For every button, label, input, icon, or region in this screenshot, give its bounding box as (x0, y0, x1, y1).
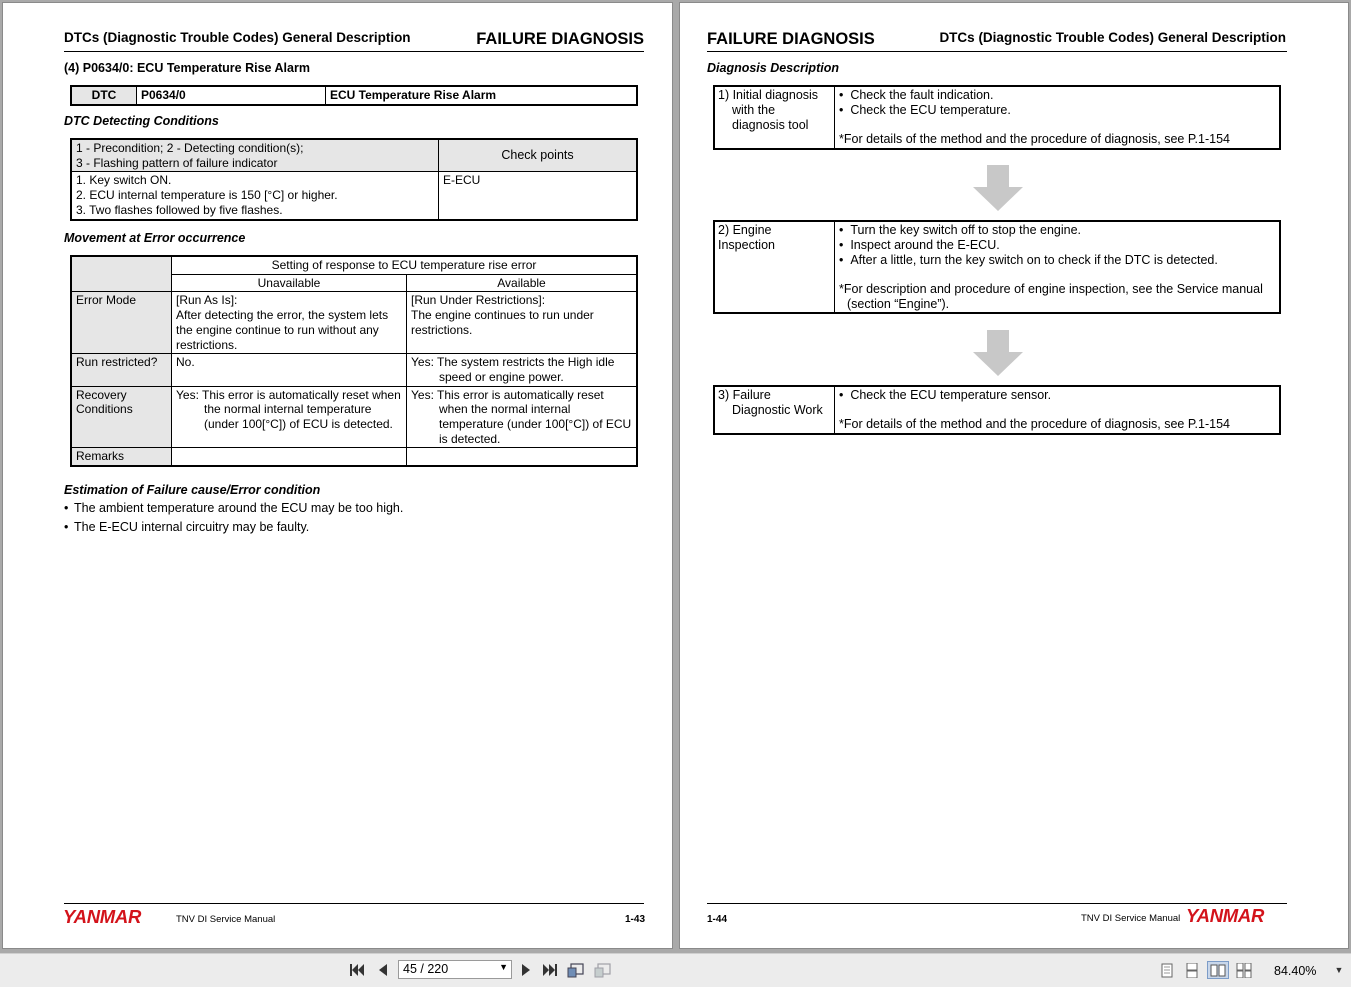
estimation-item-text: The E-ECU internal circuitry may be faulty. (74, 520, 310, 534)
single-page-icon[interactable] (1158, 962, 1176, 978)
step-item: • Inspect around the E-ECU. (839, 238, 1000, 252)
bullet-dot: • (64, 501, 69, 515)
yanmar-logo: YANMAR (1186, 905, 1265, 926)
last-page-icon[interactable] (541, 962, 559, 978)
run-restricted-unavailable: No. (172, 354, 407, 386)
running-header-left: FAILURE DIAGNOSIS (707, 30, 875, 48)
estimation-title: Estimation of Failure cause/Error condition (64, 483, 321, 497)
run-restricted-available (407, 354, 638, 386)
estimation-item (64, 520, 309, 534)
step-item: • Check the ECU temperature. (839, 103, 1011, 117)
recovery-unavailable-text: Yes: This error is automatically reset when the normal internal temperature (under 100[°C]) of ECU is detected. (176, 387, 401, 432)
run-restricted-mode-text: The engine continues to run under restrictions. (411, 308, 594, 337)
error-mode-available (407, 292, 638, 354)
run-restricted-mode-label: [Run Under Restrictions]: (411, 293, 546, 308)
flow-arrow-down-icon (973, 330, 1023, 376)
detecting-conditions-cell (71, 172, 439, 220)
estimation-item-text: The ambient temperature around the ECU may be too high. (74, 501, 404, 515)
condition-3: 3. Two flashes followed by five flashes. (76, 202, 283, 217)
run-restricted-available-text: Yes: The system restricts the High idle speed or engine power. (411, 355, 615, 384)
detecting-header-line-2: 3 - Flashing pattern of failure indicator (76, 155, 278, 170)
step-item-text: Check the ECU temperature. (850, 103, 1011, 117)
header-rule (707, 51, 1287, 52)
step-note: *For description and procedure of engine inspection, see the Service manual (section “Engine”). (839, 282, 1263, 311)
diagnosis-step-2 (713, 220, 1281, 314)
footer-rule (707, 903, 1287, 904)
run-as-is-label: [Run As Is]: (176, 293, 238, 308)
bullet-dot: • (64, 520, 69, 534)
detecting-title: DTC Detecting Conditions (64, 114, 219, 128)
step-note: *For details of the method and the procedure of diagnosis, see P.1-154 (839, 132, 1230, 146)
next-page-icon[interactable] (517, 962, 535, 978)
header-rule (64, 51, 644, 52)
detecting-header-left (71, 139, 439, 172)
diagnosis-step-3 (713, 385, 1281, 435)
step-label (715, 87, 835, 148)
remarks-unavailable (172, 448, 407, 466)
detecting-header-line-1: 1 - Precondition; 2 - Detecting condition(s); (76, 141, 304, 155)
page-number: 1-43 (625, 914, 646, 925)
step-label (715, 387, 835, 433)
step-item-text: Inspect around the E-ECU. (850, 238, 1000, 252)
fit-page-icon[interactable] (567, 962, 585, 978)
chevron-down-icon[interactable]: ▼ (499, 962, 508, 972)
footer-manual: TNV DI Service Manual (1081, 913, 1181, 924)
condition-2: 2. ECU internal temperature is 150 [°C] or higher. (76, 188, 338, 203)
detecting-table (70, 138, 638, 221)
movement-corner (71, 256, 172, 292)
movement-table (70, 255, 638, 467)
dtc-name: ECU Temperature Rise Alarm (326, 86, 638, 105)
step-item-text: After a little, turn the key switch on to check if the DTC is detected. (850, 253, 1218, 267)
zoom-dropdown-icon[interactable]: ▼ (1334, 965, 1344, 975)
checkpoint-value: E-ECU (439, 172, 638, 220)
first-page-icon[interactable] (348, 962, 366, 978)
step-item: • After a little, turn the key switch on to check if the DTC is detected. (839, 253, 1218, 267)
right-page (679, 2, 1349, 949)
diagnosis-title: Diagnosis Description (707, 61, 839, 75)
running-header-right: DTCs (Diagnostic Trouble Codes) General Description (939, 30, 1286, 45)
page-indicator-text: 45 / 220 (403, 962, 449, 976)
yanmar-logo: YANMAR (63, 906, 142, 927)
step-item-text: Turn the key switch off to stop the engine. (850, 223, 1082, 237)
step-label-text: 3) Failure Diagnostic Work (718, 388, 823, 417)
movement-title: Movement at Error occurrence (64, 231, 246, 245)
run-restricted-label: Run restricted? (71, 354, 172, 386)
running-header-left: DTCs (Diagnostic Trouble Codes) General Description (64, 30, 411, 45)
step-label-text: 1) Initial diagnosis with the diagnosis tool (718, 88, 819, 132)
remarks-label: Remarks (71, 448, 172, 466)
prev-page-icon[interactable] (373, 962, 391, 978)
footer-rule (64, 903, 644, 904)
page-number: 1-44 (707, 914, 728, 925)
step-item: • Check the fault indication. (839, 88, 994, 102)
two-page-icon[interactable] (1207, 961, 1229, 979)
two-page-continuous-icon[interactable] (1235, 962, 1253, 978)
run-as-is-text: After detecting the error, the system lets the engine continue to run without any restrictions. (176, 308, 389, 352)
estimation-item (64, 501, 403, 515)
condition-1: 1. Key switch ON. (76, 173, 172, 188)
dtc-table (70, 85, 638, 106)
running-header-right: FAILURE DIAGNOSIS (476, 30, 644, 48)
dtc-code: P0634/0 (137, 86, 326, 105)
step-body (835, 387, 1279, 433)
setting-header: Setting of response to ECU temperature rise error (172, 256, 638, 274)
col-available: Available (407, 274, 638, 292)
error-mode-unavailable (172, 292, 407, 354)
page-number-input[interactable] (398, 960, 512, 979)
fit-width-icon[interactable] (594, 962, 612, 978)
step-item: • Turn the key switch off to stop the engine. (839, 223, 1082, 237)
recovery-available (407, 386, 638, 448)
left-page (2, 2, 673, 949)
step-body (835, 222, 1279, 312)
footer-manual: TNV DI Service Manual (176, 914, 276, 925)
continuous-page-icon[interactable] (1183, 962, 1201, 978)
remarks-available (407, 448, 638, 466)
col-unavailable: Unavailable (172, 274, 407, 292)
dtc-label: DTC (71, 86, 137, 105)
step-body (835, 87, 1279, 148)
step-note: *For details of the method and the procedure of diagnosis, see P.1-154 (839, 417, 1230, 431)
error-mode-label: Error Mode (71, 292, 172, 354)
flow-arrow-down-icon (973, 165, 1023, 211)
viewer-toolbar (0, 953, 1351, 987)
checkpoints-header: Check points (439, 139, 638, 172)
section-title: (4) P0634/0: ECU Temperature Rise Alarm (64, 61, 310, 75)
step-label (715, 222, 835, 312)
recovery-unavailable (172, 386, 407, 448)
step-item-text: Check the fault indication. (850, 88, 994, 102)
zoom-level[interactable]: 84.40% (1274, 964, 1317, 978)
step-item-text: Check the ECU temperature sensor. (850, 388, 1052, 402)
recovery-available-text: Yes: This error is automatically reset when the normal internal temperature (under 100[°C]) of ECU is detected. (411, 387, 632, 446)
diagnosis-step-1 (713, 85, 1281, 150)
recovery-label: Recovery Conditions (71, 386, 172, 448)
step-label-text: 2) Engine Inspection (718, 223, 775, 252)
step-item: • Check the ECU temperature sensor. (839, 388, 1052, 402)
